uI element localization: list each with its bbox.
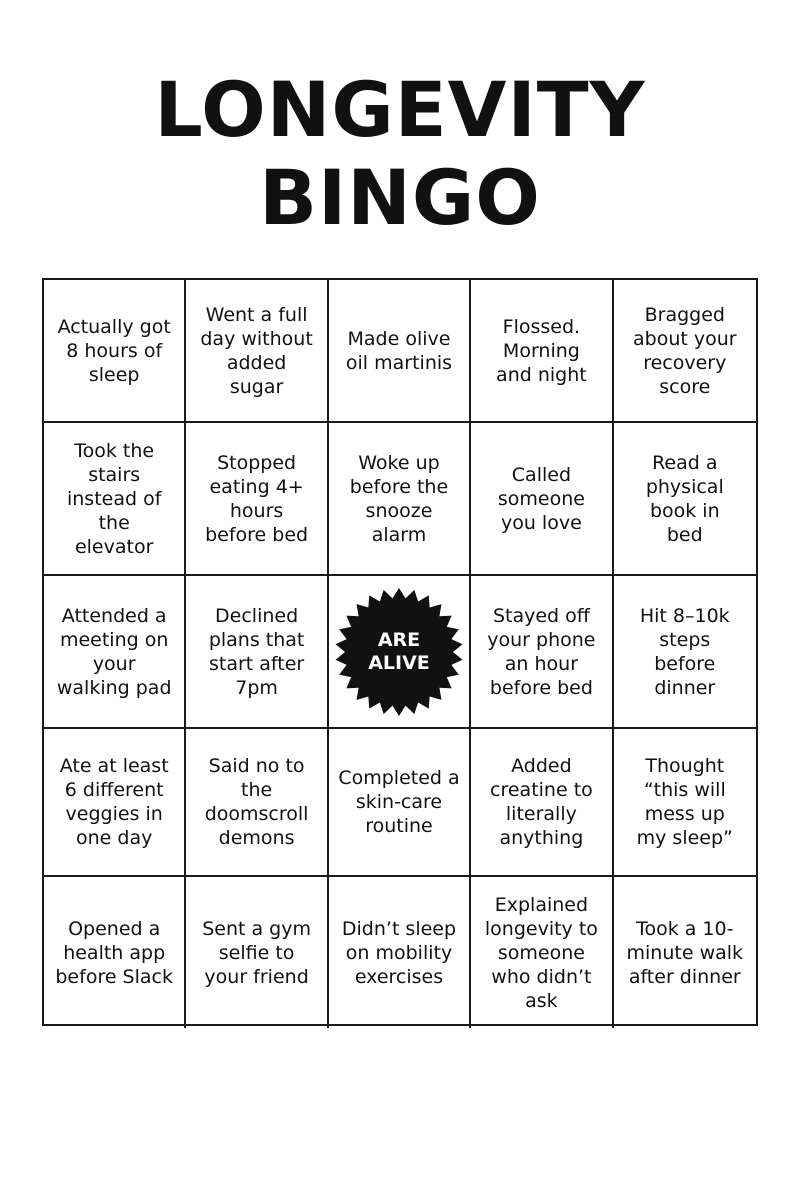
- bingo-cell-r1c1[interactable]: [44, 280, 186, 423]
- bingo-cell-r3c4[interactable]: [471, 576, 613, 729]
- bingo-cell-r4c2[interactable]: [186, 729, 328, 877]
- bingo-cell-label: Woke up before the snooze alarm: [349, 451, 449, 546]
- bingo-cell-r2c5[interactable]: [614, 423, 756, 576]
- bingo-cell-label: Hit 8–10k steps before dinner: [639, 604, 730, 699]
- bingo-cell-label: Read a physical book in bed: [645, 451, 724, 546]
- bingo-cell-r5c3[interactable]: [329, 877, 471, 1028]
- bingo-cell-r5c5[interactable]: [614, 877, 756, 1028]
- bingo-cell-label: Opened a health app before Slack: [55, 917, 173, 988]
- bingo-cell-label: Sent a gym selfie to your friend: [202, 917, 311, 988]
- bingo-cell-r2c3[interactable]: [329, 423, 471, 576]
- bingo-cell-label: Said no to the doomscroll demons: [204, 755, 309, 849]
- page-title-line-1: LONGEVITY: [154, 65, 646, 154]
- bingo-cell-r4c1[interactable]: [44, 729, 186, 877]
- bingo-cell-r4c3[interactable]: [329, 729, 471, 877]
- bingo-cell-label: Took the stairs instead of the elevator: [66, 439, 162, 558]
- page-title-line-2: BINGO: [259, 153, 541, 242]
- bingo-cell-label: Explained longevity to someone who didn’t ask: [484, 893, 598, 1012]
- bingo-cell-label: Declined plans that start after 7pm: [208, 604, 305, 699]
- free-space-cell[interactable]: [329, 576, 471, 729]
- bingo-cell-r3c2[interactable]: [186, 576, 328, 729]
- bingo-cell-label: Took a 10-minute walk after dinner: [626, 917, 744, 988]
- bingo-board: [42, 278, 758, 1026]
- bingo-cell-r1c4[interactable]: [471, 280, 613, 423]
- bingo-cell-r1c5[interactable]: [614, 280, 756, 423]
- bingo-cell-label: Went a full day without added sugar: [200, 303, 313, 398]
- bingo-cell-r5c2[interactable]: [186, 877, 328, 1028]
- bingo-cell-label: Stopped eating 4+ hours before bed: [205, 451, 309, 546]
- bingo-cell-r2c2[interactable]: [186, 423, 328, 576]
- bingo-cell-label: Called someone you love: [497, 463, 585, 534]
- bingo-cell-r1c2[interactable]: [186, 280, 328, 423]
- bingo-cell-r3c5[interactable]: [614, 576, 756, 729]
- bingo-cell-label: Thought “this will mess up my sleep”: [636, 755, 733, 849]
- bingo-cell-r3c1[interactable]: [44, 576, 186, 729]
- bingo-cell-label: Bragged about your recovery score: [632, 303, 737, 398]
- bingo-cell-r1c3[interactable]: [329, 280, 471, 423]
- free-space-badge: [332, 585, 466, 719]
- bingo-cell-label: Flossed. Morning and night: [496, 315, 587, 386]
- bingo-cell-label: Stayed off your phone an hour before bed: [487, 604, 596, 699]
- bingo-cell-label: Completed a skin-care routine: [338, 767, 460, 837]
- bingo-cell-label: Actually got 8 hours of sleep: [57, 315, 171, 386]
- bingo-cell-r5c4[interactable]: [471, 877, 613, 1028]
- bingo-cell-r4c5[interactable]: [614, 729, 756, 877]
- bingo-cell-r5c1[interactable]: [44, 877, 186, 1028]
- bingo-cell-r4c4[interactable]: [471, 729, 613, 877]
- bingo-cell-label: Attended a meeting on your walking pad: [56, 604, 172, 699]
- bingo-cell-r2c4[interactable]: [471, 423, 613, 576]
- free-space-label: ARE ALIVE: [368, 628, 430, 674]
- bingo-cell-label: Made olive oil martinis: [345, 327, 453, 374]
- bingo-cell-label: Added creatine to literally anything: [490, 755, 593, 849]
- bingo-cell-label: Didn’t sleep on mobility exercises: [341, 917, 457, 988]
- bingo-cell-r2c1[interactable]: [44, 423, 186, 576]
- bingo-cell-label: Ate at least 6 different veggies in one day: [59, 755, 169, 849]
